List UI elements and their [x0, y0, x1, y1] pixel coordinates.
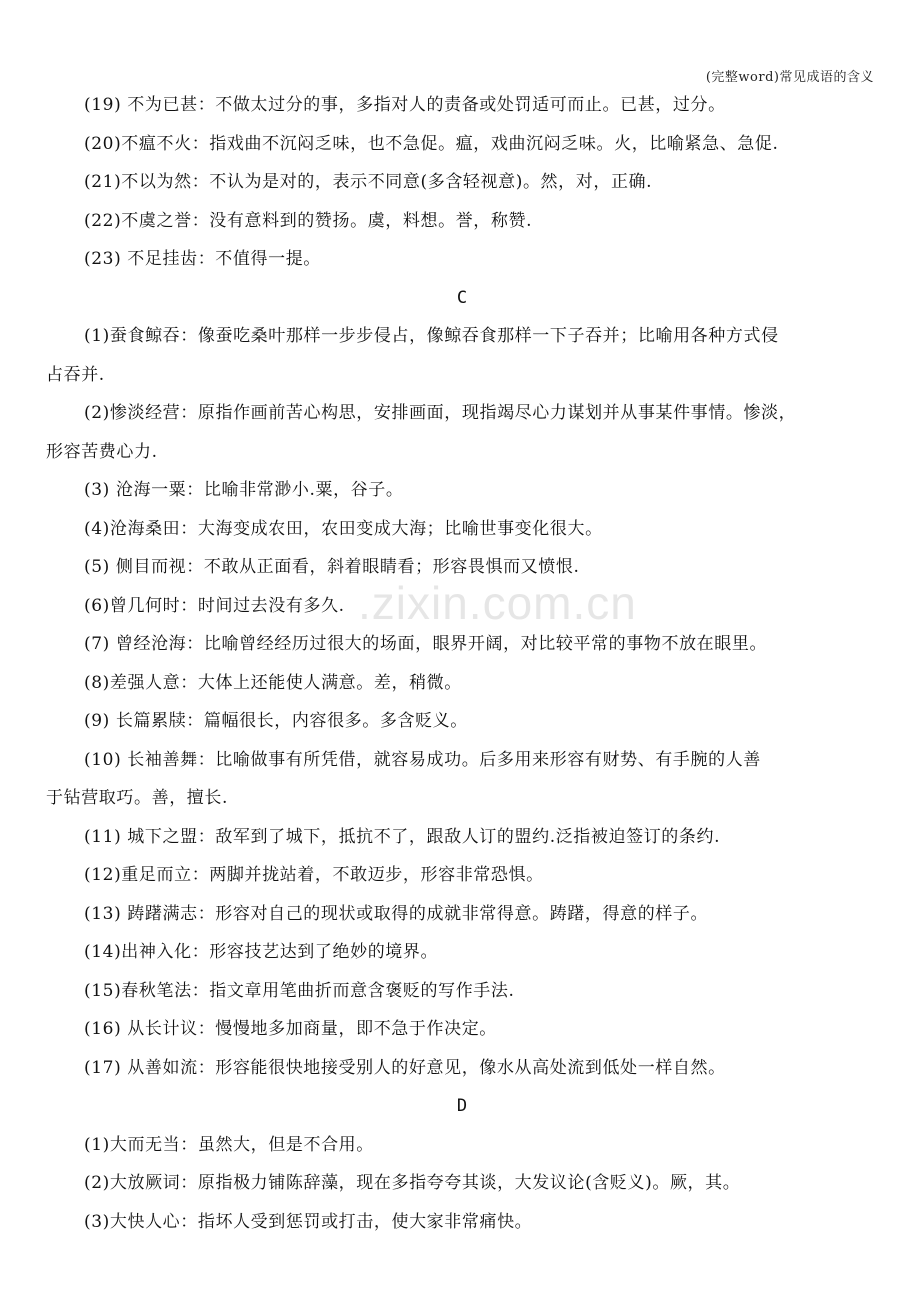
- idiom-entry-b22: (22)不虞之誉：没有意料到的赞扬。虞，料想。誉，称赞.: [84, 210, 533, 231]
- entry-continuation: 占吞并.: [46, 364, 105, 385]
- idiom-entry-c2: [46, 394, 878, 471]
- entry-continuation: 形容苦费心力.: [46, 441, 158, 462]
- idiom-entry-c4: (4)沧海桑田：大海变成农田，农田变成大海；比喻世事变化很大。: [84, 518, 603, 539]
- watermark: .zixin.com.cn: [358, 577, 637, 629]
- idiom-entry-c8: (8)差强人意：大体上还能使人满意。差，稍微。: [84, 672, 462, 693]
- idiom-entry-c1: [46, 317, 878, 394]
- entry-continuation: 于钻营取巧。善，擅长.: [46, 788, 229, 808]
- idiom-entry-b20: (20)不瘟不火：指戏曲不沉闷乏味，也不急促。瘟，戏曲沉闷乏味。火，比喻紧急、急促.: [84, 133, 779, 154]
- idiom-entry-d2: (2)大放厥词：原指极力铺陈辞藻，现在多指夸夸其谈，大发议论(含贬义)。厥，其。: [84, 1173, 741, 1193]
- section-heading-d: D: [456, 1096, 468, 1116]
- idiom-entry-c10: [46, 741, 878, 818]
- entry-line: (10) 长袖善舞：比喻做事有所凭借，就容易成功。后多用来形容有财势、有手腕的人善: [84, 749, 761, 770]
- entry-line: (2)惨淡经营：原指作画前苦心构思，安排画面，现指竭尽心力谋划并从事某件事情。惨淡，: [84, 403, 797, 423]
- idiom-entry-c17: (17) 从善如流：形容能很快地接受别人的好意见，像水从高处流到低处一样自然。: [84, 1057, 726, 1078]
- idiom-entry-c12: (12)重足而立：两脚并拢站着，不敢迈步，形容非常恐惧。: [84, 865, 544, 885]
- idiom-entry-c7: (7) 曾经沧海：比喻曾经经历过很大的场面，眼界开阔，对比较平常的事物不放在眼里。: [84, 634, 768, 654]
- idiom-entry-d3: (3)大快人心：指坏人受到惩罚或打击，使大家非常痛快。: [84, 1211, 533, 1232]
- idiom-entry-c5: (5) 侧目而视：不敢从正面看，斜着眼睛看；形容畏惧而又愤恨.: [84, 557, 580, 577]
- idiom-entry-b19: (19) 不为已甚：不做太过分的事，多指对人的责备或处罚适可而止。已甚，过分。: [84, 95, 726, 115]
- idiom-entry-c14: (14)出神入化：形容技艺达到了绝妙的境界。: [84, 942, 439, 962]
- idiom-entry-c13: (13) 踌躇满志：形容对自己的现状或取得的成就非常得意。踌躇，得意的样子。: [84, 903, 709, 924]
- idiom-entry-d1: (1)大而无当：虽然大，但是不合用。: [84, 1134, 374, 1155]
- entry-line: (1)蚕食鲸吞：像蚕吃桑叶那样一步步侵占，像鲸吞食那样一下子吞并；比喻用各种方式侵: [84, 326, 779, 346]
- idiom-entry-c9: (9) 长篇累牍：篇幅很长，内容很多。多含贬义。: [84, 711, 468, 731]
- idiom-entry-c11: (11) 城下之盟：敌军到了城下，抵抗不了，跟敌人订的盟约.泛指被迫签订的条约.: [84, 826, 721, 847]
- document-body: [46, 86, 878, 1241]
- idiom-entry-c3: (3) 沧海一粟：比喻非常渺小.粟，谷子。: [84, 480, 404, 500]
- idiom-entry-c16: (16) 从长计议：慢慢地多加商量，即不急于作决定。: [84, 1019, 497, 1039]
- idiom-entry-b23: (23) 不足挂齿：不值得一提。: [84, 249, 321, 269]
- idiom-entry-c6: (6)曾几何时：时间过去没有多久.: [84, 595, 345, 616]
- idiom-entry-b21: (21)不以为然：不认为是对的，表示不同意(多含轻视意)。然，对，正确.: [84, 172, 653, 192]
- section-heading-c: C: [456, 287, 468, 308]
- idiom-entry-c15: (15)春秋笔法：指文章用笔曲折而意含褒贬的写作手法.: [84, 980, 515, 1001]
- page-header: (完整word)常见成语的含义: [705, 70, 874, 85]
